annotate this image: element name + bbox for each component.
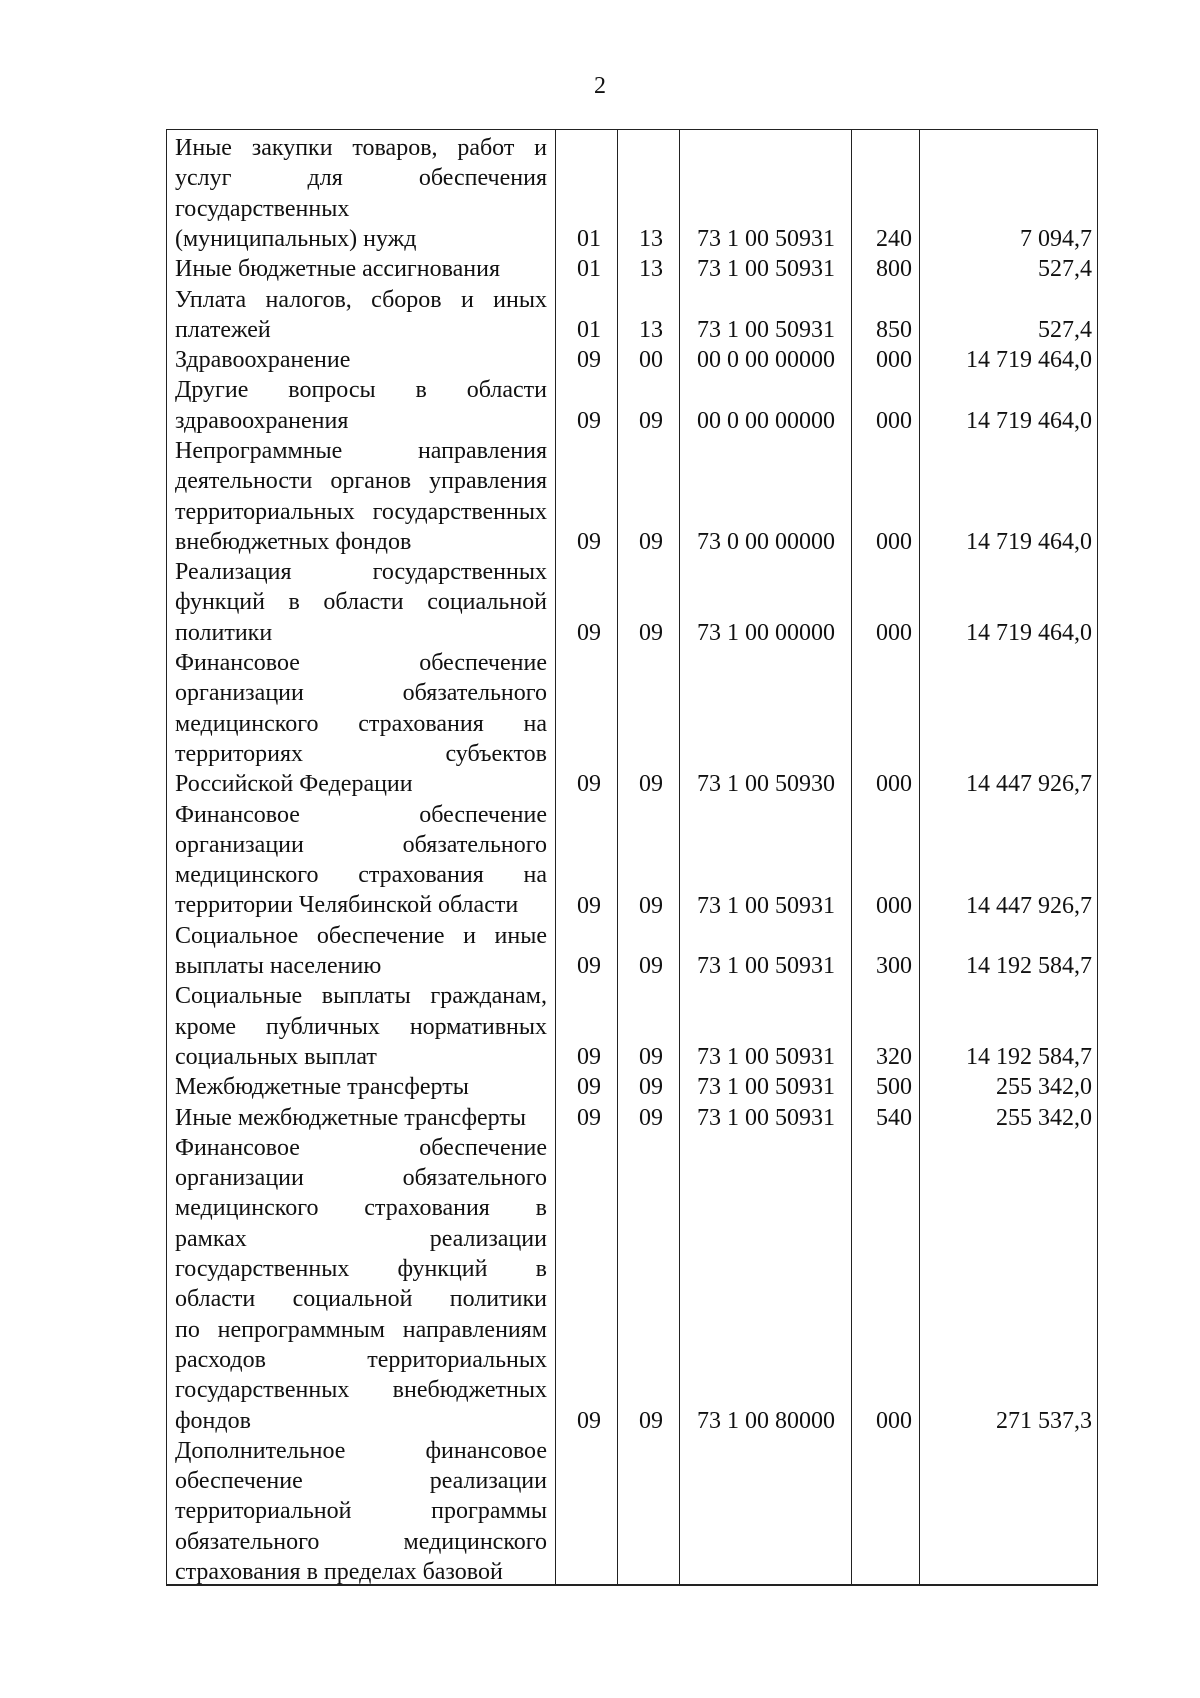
subsection-code: 09 xyxy=(639,619,663,646)
name-line: функций в области социальной xyxy=(175,589,547,616)
row-name xyxy=(175,921,547,982)
name-line: социальных выплат xyxy=(175,1043,377,1070)
amount: 527,4 xyxy=(1038,316,1092,343)
expense-type-code: 000 xyxy=(876,771,912,798)
subsection-code: 09 xyxy=(639,953,663,980)
name-line: организации обязательного xyxy=(175,680,547,707)
subsection-code: 09 xyxy=(639,771,663,798)
name-line: области социальной политики xyxy=(175,1286,547,1313)
expense-type-code: 000 xyxy=(876,1407,912,1434)
row-name xyxy=(175,800,547,921)
name-line: Иные бюджетные ассигнования xyxy=(175,256,500,283)
name-line: государственных xyxy=(175,195,350,222)
name-line: обязательного медицинского xyxy=(175,1528,547,1555)
name-line: медицинского страхования на xyxy=(175,710,547,737)
target-item-code: 73 1 00 50931 xyxy=(697,256,835,283)
name-line: Реализация государственных xyxy=(175,559,547,586)
name-line: Дополнительное финансовое xyxy=(175,1437,547,1464)
target-item-code: 73 1 00 80000 xyxy=(697,1407,835,1434)
expense-type-code: 000 xyxy=(876,892,912,919)
target-item-code: 00 0 00 00000 xyxy=(697,347,835,374)
expense-type-code: 000 xyxy=(876,528,912,555)
row-name xyxy=(175,1133,547,1436)
expense-type-code: 000 xyxy=(876,619,912,646)
target-item-code: 73 0 00 00000 xyxy=(697,528,835,555)
expense-type-code: 000 xyxy=(876,347,912,374)
target-item-code: 73 1 00 50931 xyxy=(697,1104,835,1131)
section-code: 09 xyxy=(577,771,601,798)
name-line: выплаты населению xyxy=(175,953,382,980)
name-line: Социальное обеспечение и иные xyxy=(175,922,547,949)
section-code: 09 xyxy=(577,1044,601,1070)
target-item-code: 73 1 00 50931 xyxy=(697,316,835,343)
name-line: Социальные выплаты гражданам, xyxy=(175,983,547,1010)
row-name xyxy=(175,254,547,284)
expense-type-code: 240 xyxy=(876,225,912,252)
subsection-code: 09 xyxy=(639,1104,663,1131)
subsection-code: 13 xyxy=(639,316,663,343)
column-divider xyxy=(679,130,680,1584)
name-line: политики xyxy=(175,619,273,646)
budget-table xyxy=(166,129,1098,1586)
row-name xyxy=(175,1103,547,1133)
expense-type-code: 000 xyxy=(876,407,912,434)
name-line: рамках реализации xyxy=(175,1225,547,1252)
name-line: платежей xyxy=(175,316,271,343)
column-divider xyxy=(617,130,618,1584)
name-line: медицинского страхования на xyxy=(175,862,547,889)
section-code: 01 xyxy=(577,316,601,343)
section-code: 09 xyxy=(577,528,601,555)
name-line: по непрограммным направлениям xyxy=(175,1316,547,1343)
row-name xyxy=(175,1436,547,1587)
subsection-code: 09 xyxy=(639,892,663,919)
amount: 255 342,0 xyxy=(996,1074,1092,1101)
section-code: 09 xyxy=(577,407,601,434)
subsection-code: 09 xyxy=(639,1074,663,1101)
name-line: деятельности органов управления xyxy=(175,468,547,495)
name-line: территории Челябинской области xyxy=(175,892,519,919)
target-item-code: 73 1 00 50930 xyxy=(697,771,835,798)
target-item-code: 73 1 00 00000 xyxy=(697,619,835,646)
section-code: 09 xyxy=(577,1407,601,1434)
name-line: Финансовое обеспечение xyxy=(175,650,547,677)
expense-type-code: 800 xyxy=(876,256,912,283)
amount: 14 447 926,7 xyxy=(966,771,1092,798)
target-item-code: 73 1 00 50931 xyxy=(697,225,835,252)
name-line: территориях субъектов xyxy=(175,740,547,767)
name-line: Другие вопросы в области xyxy=(175,377,547,404)
name-line: медицинского страхования в xyxy=(175,1195,547,1222)
section-code: 09 xyxy=(577,347,601,374)
column-divider xyxy=(555,130,556,1584)
name-line: организации обязательного xyxy=(175,831,547,858)
subsection-code: 09 xyxy=(639,528,663,555)
section-code: 09 xyxy=(577,619,601,646)
subsection-code: 13 xyxy=(639,256,663,283)
expense-type-code: 320 xyxy=(876,1044,912,1070)
row-name xyxy=(175,133,547,254)
row-name xyxy=(175,1072,547,1102)
subsection-code: 13 xyxy=(639,225,663,252)
subsection-code: 09 xyxy=(639,407,663,434)
expense-type-code: 540 xyxy=(876,1104,912,1131)
section-code: 01 xyxy=(577,256,601,283)
section-code: 09 xyxy=(577,1104,601,1131)
row-name xyxy=(175,436,547,557)
amount: 14 719 464,0 xyxy=(966,407,1092,434)
amount: 14 192 584,7 xyxy=(966,1044,1092,1070)
row-name xyxy=(175,375,547,436)
name-line: территориальной программы xyxy=(175,1498,547,1525)
amount: 14 447 926,7 xyxy=(966,892,1092,919)
name-line: организации обязательного xyxy=(175,1165,547,1192)
row-name xyxy=(175,648,547,799)
name-line: Иные межбюджетные трансферты xyxy=(175,1104,526,1131)
subsection-code: 09 xyxy=(639,1044,663,1070)
row-name xyxy=(175,285,547,346)
target-item-code: 73 1 00 50931 xyxy=(697,953,835,980)
subsection-code: 09 xyxy=(639,1407,663,1434)
row-name xyxy=(175,345,547,375)
name-line: кроме публичных нормативных xyxy=(175,1013,547,1040)
name-line: государственных функций в xyxy=(175,1256,547,1283)
amount: 527,4 xyxy=(1038,256,1092,283)
name-line: Иные закупки товаров, работ и xyxy=(175,135,547,161)
row-name xyxy=(175,981,547,1072)
page-number: 2 xyxy=(594,73,606,99)
name-line: здравоохранения xyxy=(175,407,349,434)
name-line: Межбюджетные трансферты xyxy=(175,1074,469,1101)
name-line: услуг для обеспечения xyxy=(175,165,547,192)
name-line: Финансовое обеспечение xyxy=(175,1134,547,1161)
subsection-code: 00 xyxy=(639,347,663,374)
amount: 255 342,0 xyxy=(996,1104,1092,1131)
amount: 271 537,3 xyxy=(996,1407,1092,1434)
name-line: Финансовое обеспечение xyxy=(175,801,547,828)
row-name xyxy=(175,557,547,648)
target-item-code: 00 0 00 00000 xyxy=(697,407,835,434)
name-line: внебюджетных фондов xyxy=(175,528,412,555)
target-item-code: 73 1 00 50931 xyxy=(697,892,835,919)
name-line: страхования в пределах базовой xyxy=(175,1559,503,1586)
name-line: государственных внебюджетных xyxy=(175,1377,547,1404)
expense-type-code: 500 xyxy=(876,1074,912,1101)
name-line: обеспечение реализации xyxy=(175,1468,547,1495)
name-line: Здравоохранение xyxy=(175,347,351,374)
expense-type-code: 300 xyxy=(876,953,912,980)
name-line: Российской Федерации xyxy=(175,771,413,798)
amount: 14 719 464,0 xyxy=(966,528,1092,555)
name-line: (муниципальных) нужд xyxy=(175,225,417,252)
amount: 14 719 464,0 xyxy=(966,619,1092,646)
name-line: расходов территориальных xyxy=(175,1346,547,1373)
amount: 14 719 464,0 xyxy=(966,347,1092,374)
section-code: 01 xyxy=(577,225,601,252)
amount: 7 094,7 xyxy=(1020,225,1092,252)
amount: 14 192 584,7 xyxy=(966,953,1092,980)
name-line: фондов xyxy=(175,1407,251,1434)
section-code: 09 xyxy=(577,892,601,919)
expense-type-code: 850 xyxy=(876,316,912,343)
target-item-code: 73 1 00 50931 xyxy=(697,1044,835,1070)
name-line: территориальных государственных xyxy=(175,498,547,525)
target-item-code: 73 1 00 50931 xyxy=(697,1074,835,1101)
section-code: 09 xyxy=(577,953,601,980)
name-line: Уплата налогов, сборов и иных xyxy=(175,286,547,313)
name-line: Непрограммные направления xyxy=(175,438,547,464)
section-code: 09 xyxy=(577,1074,601,1101)
